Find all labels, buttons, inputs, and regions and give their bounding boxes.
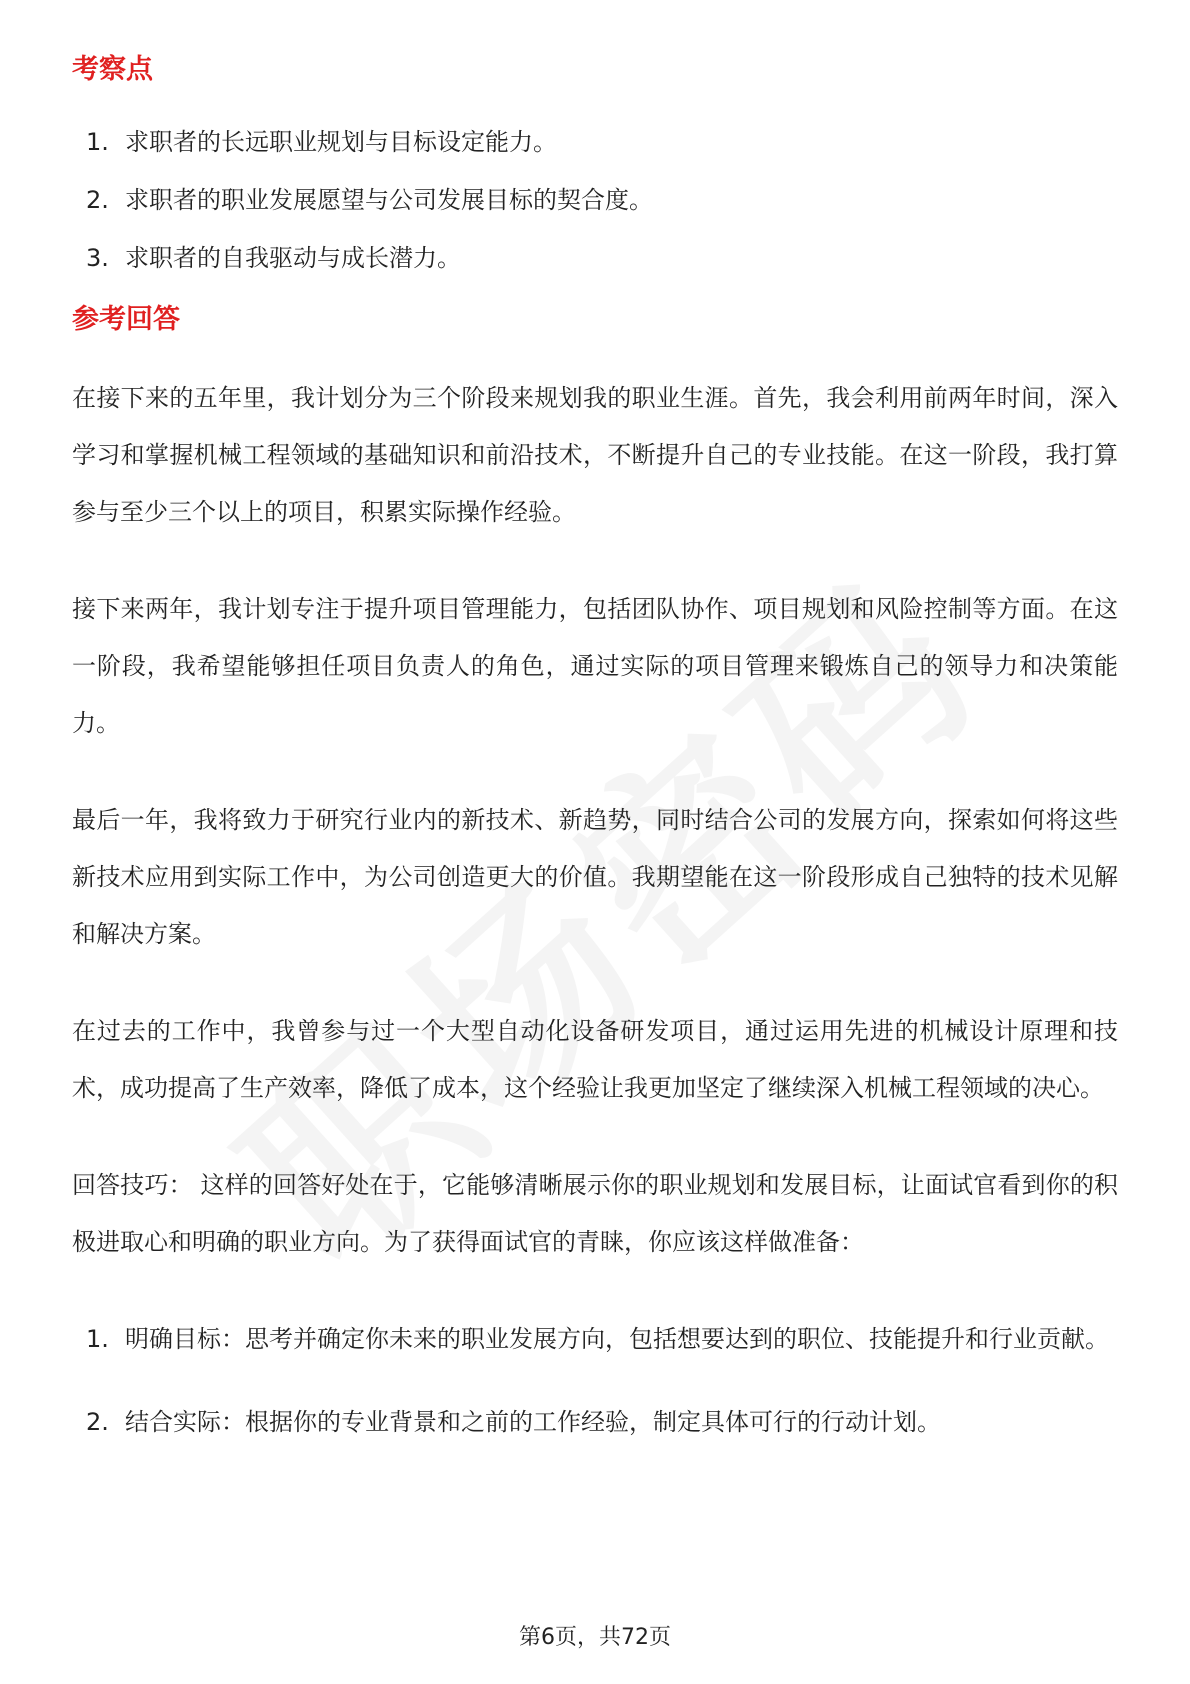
list-item	[72, 238, 1118, 278]
list-number: 1.	[86, 1325, 109, 1353]
answer-paragraph: 在过去的工作中，我曾参与过一个大型自动化设备研发项目，通过运用先进的机械设计原理和技术，成功提高了生产效率，降低了成本，这个经验让我更加坚定了继续深入机械工程领域的决心。	[72, 1017, 1118, 1102]
list-item-text: 明确目标：思考并确定你未来的职业发展方向，包括想要达到的职位、技能提升和行业贡献。	[125, 1325, 1109, 1353]
page-number-footer: 第6页，共72页	[519, 1625, 671, 1650]
list-item	[72, 1311, 1118, 1368]
focus-points-list	[72, 122, 1118, 278]
list-item	[72, 180, 1118, 220]
list-number: 2.	[86, 1408, 109, 1436]
list-number: 1.	[86, 128, 109, 156]
section-heading-reference-answer: 参考回答	[72, 304, 180, 335]
list-item	[72, 122, 1118, 162]
answer-paragraph: 在接下来的五年里，我计划分为三个阶段来规划我的职业生涯。首先，我会利用前两年时间，深入学习和掌握机械工程领域的基础知识和前沿技术，不断提升自己的专业技能。在这一阶段，我打算参与至少三个以上的项目，积累实际操作经验。	[72, 384, 1118, 526]
list-number: 2.	[86, 186, 109, 214]
list-item-text: 求职者的自我驱动与成长潜力。	[125, 244, 461, 272]
list-item-text: 求职者的长远职业规划与目标设定能力。	[125, 128, 557, 156]
list-item-text: 求职者的职业发展愿望与公司发展目标的契合度。	[125, 186, 653, 214]
answer-paragraph: 接下来两年，我计划专注于提升项目管理能力，包括团队协作、项目规划和风险控制等方面。在这一阶段，我希望能够担任项目负责人的角色，通过实际的项目管理来锻炼自己的领导力和决策能力。	[72, 595, 1118, 737]
list-item	[72, 1394, 1118, 1451]
answer-tips-paragraph: 回答技巧： 这样的回答好处在于，它能够清晰展示你的职业规划和发展目标，让面试官看到你的积极进取心和明确的职业方向。为了获得面试官的青睐，你应该这样做准备：	[72, 1171, 1118, 1256]
list-item-text: 结合实际：根据你的专业背景和之前的工作经验，制定具体可行的行动计划。	[125, 1408, 941, 1436]
page-content	[72, 50, 1118, 1477]
list-number: 3.	[86, 244, 109, 272]
tips-list	[72, 1311, 1118, 1451]
answer-paragraph: 最后一年，我将致力于研究行业内的新技术、新趋势，同时结合公司的发展方向，探索如何将这些新技术应用到实际工作中，为公司创造更大的价值。我期望能在这一阶段形成自己独特的技术见解和解决方案。	[72, 806, 1118, 948]
section-heading-focus-points: 考察点	[72, 54, 153, 85]
